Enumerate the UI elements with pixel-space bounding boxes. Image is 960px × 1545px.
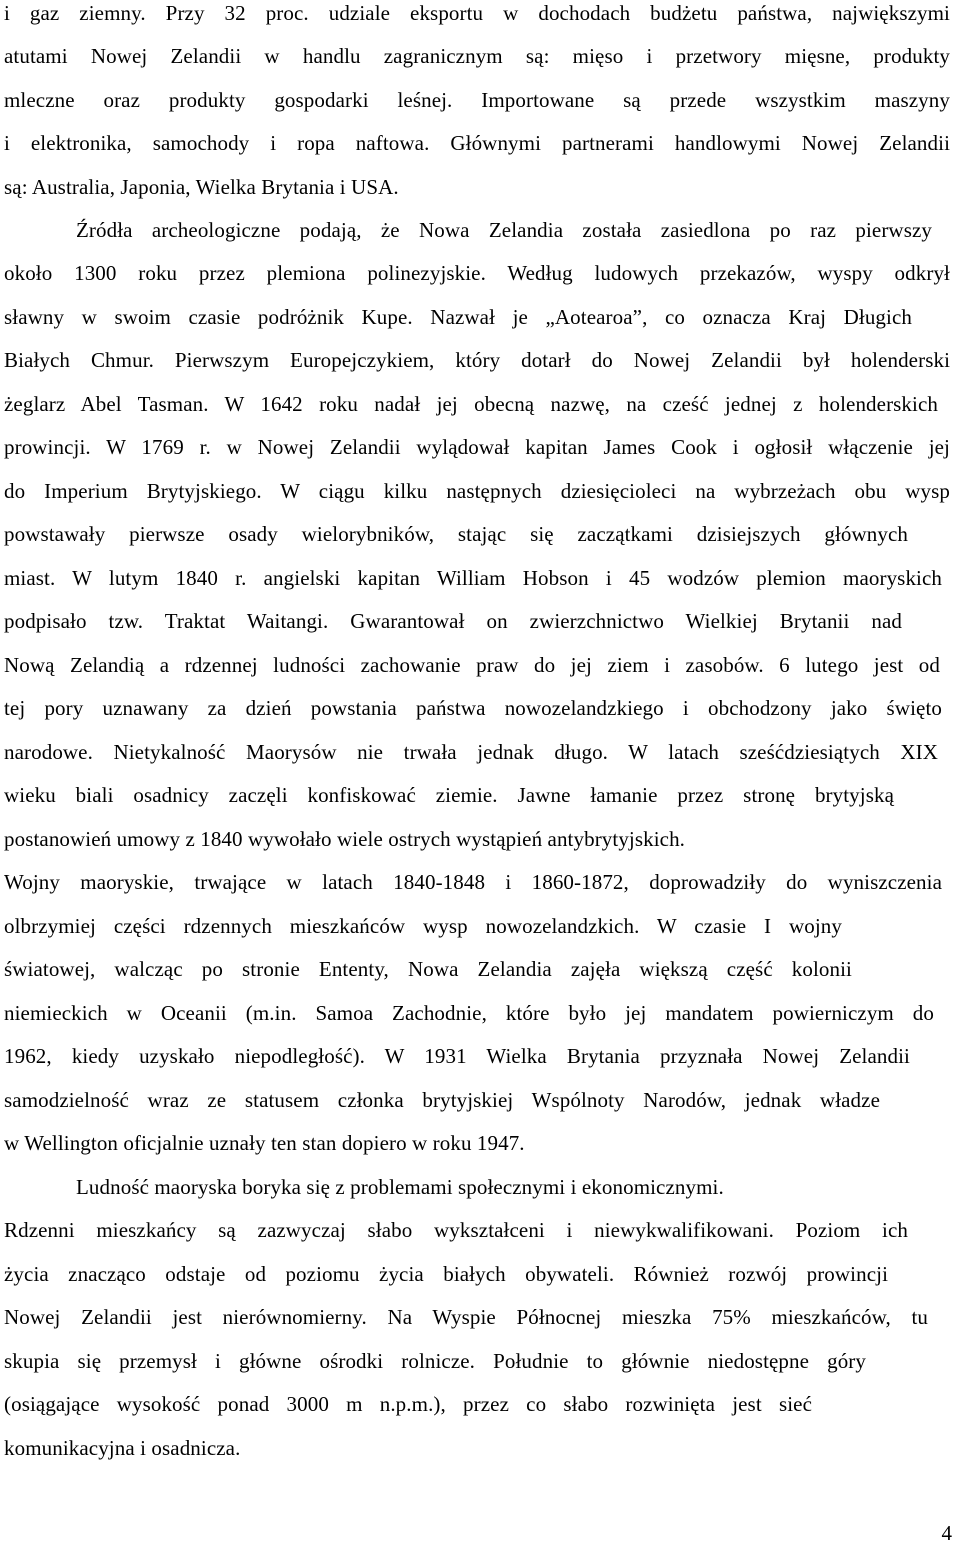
page-number: 4 bbox=[941, 1521, 952, 1545]
text-line: narodowe. Nietykalność Maorysów nie trwała jednak długo. W latach sześćdziesiątych XIX bbox=[4, 740, 938, 764]
text-line: powstawały pierwsze osady wielorybników, stając się zaczątkami dzisiejszych głównych bbox=[4, 522, 908, 546]
text-line: żeglarz Abel Tasman. W 1642 roku nadał jej obecną nazwę, na cześć jednej z holenderskich bbox=[4, 392, 938, 416]
text-line: podpisało tzw. Traktat Waitangi. Gwarantował on zwierzchnictwo Wielkiej Brytanii nad bbox=[4, 609, 902, 633]
text-line: mleczne oraz produkty gospodarki leśnej. Importowane są przede wszystkim maszyny bbox=[4, 88, 950, 112]
text-line: niemieckich w Oceanii (m.in. Samoa Zachodnie, które było jej mandatem powierniczym do bbox=[4, 1001, 934, 1025]
text-line: Nową Zelandią a rdzennej ludności zachowanie praw do jej ziem i zasobów. 6 lutego jest od bbox=[4, 653, 940, 677]
text-line: Białych Chmur. Pierwszym Europejczykiem, który dotarł do Nowej Zelandii był holenderski bbox=[4, 348, 950, 372]
text-line: około 1300 roku przez plemiona polinezyjskie. Według ludowych przekazów, wyspy odkrył bbox=[4, 261, 950, 285]
text-line: (osiągające wysokość ponad 3000 m n.p.m.), przez co słabo rozwinięta jest sieć bbox=[4, 1392, 812, 1416]
text-line: i gaz ziemny. Przy 32 proc. udziale eksportu w dochodach budżetu państwa, największymi bbox=[4, 1, 950, 25]
text-line: sławny w swoim czasie podróżnik Kupe. Nazwał je „Aotearoa”, co oznacza Kraj Długich bbox=[4, 305, 912, 329]
text-line: w Wellington oficjalnie uznały ten stan dopiero w roku 1947. bbox=[4, 1131, 525, 1155]
text-line: komunikacyjna i osadnicza. bbox=[4, 1436, 241, 1460]
text-line: światowej, walcząc po stronie Ententy, Nowa Zelandia zajęła większą część kolonii bbox=[4, 957, 852, 981]
text-line: skupia się przemysł i główne ośrodki rolnicze. Południe to głównie niedostępne góry bbox=[4, 1349, 866, 1373]
text-line: samodzielność wraz ze statusem członka brytyjskiej Wspólnoty Narodów, jednak władze bbox=[4, 1088, 880, 1112]
text-line: atutami Nowej Zelandii w handlu zagranicznym są: mięso i przetwory mięsne, produkty bbox=[4, 44, 950, 68]
text-line: Źródła archeologiczne podają, że Nowa Zelandia została zasiedlona po raz pierwszy bbox=[76, 218, 932, 242]
text-line: życia znacząco odstaje od poziomu życia białych obywateli. Również rozwój prowincji bbox=[4, 1262, 888, 1286]
text-line: miast. W lutym 1840 r. angielski kapitan William Hobson i 45 wodzów plemion maoryskich bbox=[4, 566, 942, 590]
text-line: tej pory uznawany za dzień powstania państwa nowozelandzkiego i obchodzony jako święto bbox=[4, 696, 942, 720]
text-line: do Imperium Brytyjskiego. W ciągu kilku następnych dziesięcioleci na wybrzeżach obu wysp bbox=[4, 479, 950, 503]
text-line: Nowej Zelandii jest nierównomierny. Na Wyspie Północnej mieszka 75% mieszkańców, tu bbox=[4, 1305, 928, 1329]
text-line: i elektronika, samochody i ropa naftowa. Głównymi partnerami handlowymi Nowej Zelandii bbox=[4, 131, 950, 155]
text-line: wieku biali osadnicy zaczęli konfiskować ziemie. Jawne łamanie przez stronę brytyjską bbox=[4, 783, 894, 807]
text-line: olbrzymiej części rdzennych mieszkańców wysp nowozelandzkich. W czasie I wojny bbox=[4, 914, 842, 938]
text-line: postanowień umowy z 1840 wywołało wiele ostrych wystąpień antybrytyjskich. bbox=[4, 827, 686, 851]
text-line: Wojny maoryskie, trwające w latach 1840-1848 i 1860-1872, doprowadziły do wyniszczenia bbox=[4, 870, 942, 894]
text-line: Rdzenni mieszkańcy są zazwyczaj słabo wykształceni i niewykwalifikowani. Poziom ich bbox=[4, 1218, 908, 1242]
text-line: są: Australia, Japonia, Wielka Brytania i USA. bbox=[4, 175, 399, 199]
text-line: Ludność maoryska boryka się z problemami społecznymi i ekonomicznymi. bbox=[76, 1175, 724, 1199]
text-line: prowincji. W 1769 r. w Nowej Zelandii wylądował kapitan James Cook i ogłosił włączenie jej bbox=[4, 435, 950, 459]
text-line: 1962, kiedy uzyskało niepodległość). W 1931 Wielka Brytania przyznała Nowej Zelandii bbox=[4, 1044, 910, 1068]
